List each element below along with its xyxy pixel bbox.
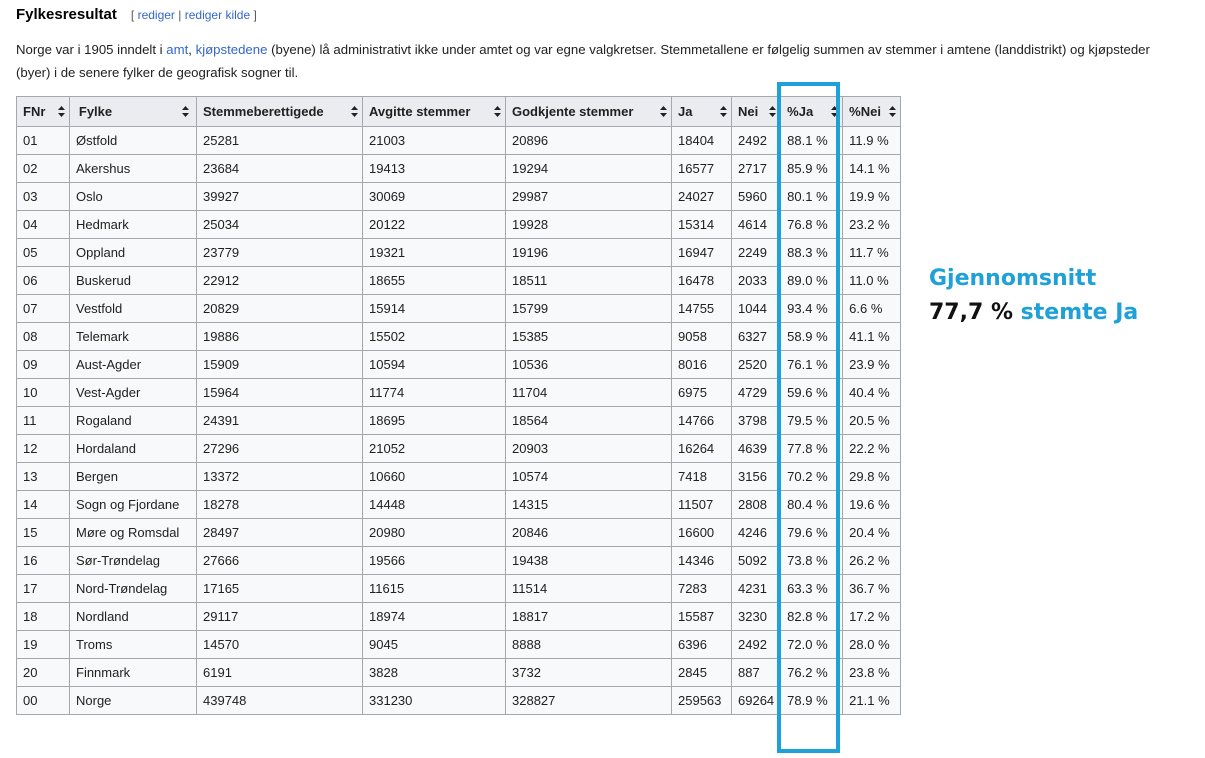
table-row <box>17 435 901 463</box>
table-cell: 40.4 % <box>843 379 901 407</box>
table-row <box>17 603 901 631</box>
table-cell: 14 <box>17 491 70 519</box>
table-cell: 14570 <box>197 631 363 659</box>
table-cell: 4246 <box>732 519 781 547</box>
table-cell: 20903 <box>506 435 672 463</box>
table-cell: 26.2 % <box>843 547 901 575</box>
column-header-label: Ja <box>678 104 693 119</box>
column-header-label: Stemmeberettigede <box>203 104 324 119</box>
table-cell: 82.8 % <box>781 603 843 631</box>
annotation-line2 <box>929 296 1138 330</box>
table-cell: 27296 <box>197 435 363 463</box>
table-cell: 7418 <box>672 463 732 491</box>
table-cell: 2249 <box>732 239 781 267</box>
table-cell: 79.6 % <box>781 519 843 547</box>
table-cell: 36.7 % <box>843 575 901 603</box>
column-header-label: Avgitte stemmer <box>369 104 471 119</box>
table-cell: 85.9 % <box>781 155 843 183</box>
table-cell: 16264 <box>672 435 732 463</box>
table-row <box>17 547 901 575</box>
annotation-line1: Gjennomsnitt <box>929 266 1097 291</box>
column-header-label: Fylke <box>78 104 113 119</box>
sort-arrows-icon[interactable] <box>494 106 501 117</box>
table-cell: 20.4 % <box>843 519 901 547</box>
table-cell: Aust-Agder <box>70 351 197 379</box>
table-cell: Akershus <box>70 155 197 183</box>
table-cell: Vestfold <box>70 295 197 323</box>
table-cell: 24391 <box>197 407 363 435</box>
table-cell: 03 <box>17 183 70 211</box>
table-cell: 18655 <box>363 267 506 295</box>
table-cell: 23684 <box>197 155 363 183</box>
table-cell: 11774 <box>363 379 506 407</box>
table-cell: 59.6 % <box>781 379 843 407</box>
table-row <box>17 351 901 379</box>
table-cell: 02 <box>17 155 70 183</box>
table-cell: Møre og Romsdal <box>70 519 197 547</box>
table-cell: 78.9 % <box>781 687 843 715</box>
table-cell: 887 <box>732 659 781 687</box>
table-cell: Bergen <box>70 463 197 491</box>
table-cell: 4729 <box>732 379 781 407</box>
table-cell: 3798 <box>732 407 781 435</box>
edit-bracket-open: [ <box>130 8 135 22</box>
table-header-row <box>17 97 901 127</box>
table-cell: 76.1 % <box>781 351 843 379</box>
table-cell: 16577 <box>672 155 732 183</box>
table-cell: Sør-Trøndelag <box>70 547 197 575</box>
table-cell: 13372 <box>197 463 363 491</box>
table-cell: 22.2 % <box>843 435 901 463</box>
column-header-ja[interactable] <box>672 97 732 127</box>
table-row <box>17 659 901 687</box>
table-cell: 11507 <box>672 491 732 519</box>
table-cell: 6191 <box>197 659 363 687</box>
table-cell: 19438 <box>506 547 672 575</box>
table-cell: 14315 <box>506 491 672 519</box>
table-cell: 2520 <box>732 351 781 379</box>
table-cell: 24027 <box>672 183 732 211</box>
table-cell: 88.3 % <box>781 239 843 267</box>
table-cell: 14448 <box>363 491 506 519</box>
table-cell: 27666 <box>197 547 363 575</box>
table-cell: 63.3 % <box>781 575 843 603</box>
table-cell: 15964 <box>197 379 363 407</box>
table-cell: 6975 <box>672 379 732 407</box>
edit-separator: | <box>178 8 182 22</box>
table-cell: 23.8 % <box>843 659 901 687</box>
table-cell: 79.5 % <box>781 407 843 435</box>
table-cell: Hedmark <box>70 211 197 239</box>
table-row <box>17 491 901 519</box>
table-cell: 2492 <box>732 631 781 659</box>
table-cell: 14755 <box>672 295 732 323</box>
table-cell: 09 <box>17 351 70 379</box>
sort-arrows-icon[interactable] <box>769 106 776 117</box>
table-cell: 77.8 % <box>781 435 843 463</box>
annotation-text: stemte Ja <box>1020 300 1139 325</box>
table-cell: 25281 <box>197 127 363 155</box>
table-cell: 18278 <box>197 491 363 519</box>
table-cell: 4231 <box>732 575 781 603</box>
column-header-nei[interactable] <box>843 97 901 127</box>
table-cell: 29.8 % <box>843 463 901 491</box>
table-cell: 20.5 % <box>843 407 901 435</box>
table-cell: 18404 <box>672 127 732 155</box>
table-cell: 00 <box>17 687 70 715</box>
table-cell: 10594 <box>363 351 506 379</box>
table-cell: Østfold <box>70 127 197 155</box>
edit-link[interactable]: rediger <box>137 8 175 22</box>
table-cell: 3828 <box>363 659 506 687</box>
table-cell: 2492 <box>732 127 781 155</box>
table-cell: 15909 <box>197 351 363 379</box>
table-cell: 3732 <box>506 659 672 687</box>
table-cell: 23779 <box>197 239 363 267</box>
table-row <box>17 183 901 211</box>
table-cell: 19 <box>17 631 70 659</box>
annotation-value: 77,7 % <box>929 300 1013 325</box>
table-cell: 23.9 % <box>843 351 901 379</box>
table-cell: 29987 <box>506 183 672 211</box>
table-row <box>17 575 901 603</box>
table-cell: 1044 <box>732 295 781 323</box>
table-cell: 328827 <box>506 687 672 715</box>
table-cell: 23.2 % <box>843 211 901 239</box>
table-cell: 20846 <box>506 519 672 547</box>
table-cell: 11615 <box>363 575 506 603</box>
table-cell: 29117 <box>197 603 363 631</box>
table-cell: 18 <box>17 603 70 631</box>
table-cell: 01 <box>17 127 70 155</box>
table-row <box>17 631 901 659</box>
sort-arrows-icon[interactable] <box>720 106 727 117</box>
table-cell: 11514 <box>506 575 672 603</box>
table-cell: 80.4 % <box>781 491 843 519</box>
table-row <box>17 463 901 491</box>
intro-text-3: (byene) lå administrativt ikke under amtet og var egne valgkretser. Stemmetallene er følgelig summen av stemmer i amtene (landdistrikt) og kjøpsteder (byer) i de senere fylker de geografisk sogner til. <box>16 42 1150 80</box>
table-cell: 331230 <box>363 687 506 715</box>
table-cell: 17 <box>17 575 70 603</box>
table-cell: 15587 <box>672 603 732 631</box>
table-cell: 22912 <box>197 267 363 295</box>
column-header-fylke[interactable] <box>70 97 197 127</box>
table-cell: 16947 <box>672 239 732 267</box>
table-cell: 19196 <box>506 239 672 267</box>
table-cell: 259563 <box>672 687 732 715</box>
table-cell: 76.2 % <box>781 659 843 687</box>
table-cell: 2717 <box>732 155 781 183</box>
table-cell: Oppland <box>70 239 197 267</box>
edit-bracket-close: ] <box>253 8 257 22</box>
table-cell: 20 <box>17 659 70 687</box>
table-cell: 18817 <box>506 603 672 631</box>
table-cell: 14.1 % <box>843 155 901 183</box>
table-cell: 14346 <box>672 547 732 575</box>
table-cell: 3156 <box>732 463 781 491</box>
table-cell: 2033 <box>732 267 781 295</box>
table-cell: Hordaland <box>70 435 197 463</box>
kjopstedene-link[interactable]: kjøpstedene <box>195 42 268 57</box>
table-cell: 18511 <box>506 267 672 295</box>
table-cell: 8016 <box>672 351 732 379</box>
table-cell: 19928 <box>506 211 672 239</box>
column-header-label: %Nei <box>849 104 881 119</box>
table-cell: 9045 <box>363 631 506 659</box>
table-row <box>17 155 901 183</box>
table-cell: 2808 <box>732 491 781 519</box>
table-cell: 19886 <box>197 323 363 351</box>
table-cell: 15 <box>17 519 70 547</box>
table-cell: 88.1 % <box>781 127 843 155</box>
column-header-label: Godkjente stemmer <box>512 104 634 119</box>
table-cell: 41.1 % <box>843 323 901 351</box>
table-cell: 20896 <box>506 127 672 155</box>
table-row <box>17 687 901 715</box>
sort-arrows-icon[interactable] <box>182 106 189 117</box>
table-cell: 7283 <box>672 575 732 603</box>
table-cell: Norge <box>70 687 197 715</box>
table-cell: 16 <box>17 547 70 575</box>
table-cell: 19566 <box>363 547 506 575</box>
table-cell: 70.2 % <box>781 463 843 491</box>
table-cell: 07 <box>17 295 70 323</box>
column-header-nei[interactable] <box>732 97 781 127</box>
table-cell: 16478 <box>672 267 732 295</box>
table-cell: 18974 <box>363 603 506 631</box>
table-cell: 14766 <box>672 407 732 435</box>
table-cell: Telemark <box>70 323 197 351</box>
table-cell: 12 <box>17 435 70 463</box>
sort-arrows-icon[interactable] <box>660 106 667 117</box>
table-cell: 19.9 % <box>843 183 901 211</box>
table-cell: 16600 <box>672 519 732 547</box>
column-header-ja[interactable] <box>781 97 843 127</box>
table-cell: 5960 <box>732 183 781 211</box>
table-cell: 11.0 % <box>843 267 901 295</box>
table-row <box>17 239 901 267</box>
table-cell: 93.4 % <box>781 295 843 323</box>
table-cell: 76.8 % <box>781 211 843 239</box>
table-cell: 6327 <box>732 323 781 351</box>
table-row <box>17 211 901 239</box>
sort-arrows-icon[interactable] <box>351 106 358 117</box>
table-cell: 69264 <box>732 687 781 715</box>
column-header-fnr[interactable] <box>17 97 70 127</box>
table-row <box>17 519 901 547</box>
table-cell: 13 <box>17 463 70 491</box>
table-cell: Finnmark <box>70 659 197 687</box>
table-cell: 9058 <box>672 323 732 351</box>
sort-arrows-icon[interactable] <box>889 106 896 117</box>
table-cell: 20980 <box>363 519 506 547</box>
table-cell: Buskerud <box>70 267 197 295</box>
section-title: Fylkesresultat <box>16 6 117 23</box>
table-row <box>17 379 901 407</box>
column-header-label: %Ja <box>787 104 814 119</box>
table-cell: 4614 <box>732 211 781 239</box>
intro-text-2: , <box>188 42 196 57</box>
table-cell: 80.1 % <box>781 183 843 211</box>
table-body <box>17 127 901 715</box>
table-row <box>17 127 901 155</box>
table-cell: 19294 <box>506 155 672 183</box>
table-cell: 10536 <box>506 351 672 379</box>
table-cell: 25034 <box>197 211 363 239</box>
table-cell: Vest-Agder <box>70 379 197 407</box>
table-cell: 89.0 % <box>781 267 843 295</box>
table-cell: Nord-Trøndelag <box>70 575 197 603</box>
table-cell: 8888 <box>506 631 672 659</box>
edit-source-link[interactable]: rediger kilde <box>184 8 251 22</box>
results-table <box>16 96 901 715</box>
table-cell: 15385 <box>506 323 672 351</box>
table-row <box>17 267 901 295</box>
table-cell: 3230 <box>732 603 781 631</box>
table-cell: 6396 <box>672 631 732 659</box>
column-header-label: FNr <box>23 104 46 119</box>
table-cell: 19321 <box>363 239 506 267</box>
average-annotation <box>929 262 1138 330</box>
table-cell: 11.7 % <box>843 239 901 267</box>
intro-paragraph <box>16 38 1186 84</box>
table-cell: 11704 <box>506 379 672 407</box>
table-cell: 18564 <box>506 407 672 435</box>
table-cell: 21003 <box>363 127 506 155</box>
table-cell: 15314 <box>672 211 732 239</box>
table-cell: 18695 <box>363 407 506 435</box>
table-cell: 10 <box>17 379 70 407</box>
table-cell: 28497 <box>197 519 363 547</box>
table-cell: 21.1 % <box>843 687 901 715</box>
table-cell: Troms <box>70 631 197 659</box>
table-row <box>17 323 901 351</box>
table-cell: Rogaland <box>70 407 197 435</box>
sort-arrows-icon[interactable] <box>831 106 838 117</box>
table-cell: Oslo <box>70 183 197 211</box>
table-cell: 11.9 % <box>843 127 901 155</box>
table-cell: 28.0 % <box>843 631 901 659</box>
table-cell: 72.0 % <box>781 631 843 659</box>
table-cell: 06 <box>17 267 70 295</box>
table-cell: 21052 <box>363 435 506 463</box>
table-cell: 15799 <box>506 295 672 323</box>
table-cell: 20122 <box>363 211 506 239</box>
table-cell: 10660 <box>363 463 506 491</box>
table-cell: 2845 <box>672 659 732 687</box>
table-cell: 58.9 % <box>781 323 843 351</box>
table-row <box>17 295 901 323</box>
table-cell: Nordland <box>70 603 197 631</box>
edit-section-links <box>131 8 257 22</box>
table-cell: 19413 <box>363 155 506 183</box>
table-cell: 30069 <box>363 183 506 211</box>
table-cell: 439748 <box>197 687 363 715</box>
table-cell: 17.2 % <box>843 603 901 631</box>
amt-link[interactable]: amt <box>166 42 189 57</box>
table-cell: 17165 <box>197 575 363 603</box>
table-cell: 05 <box>17 239 70 267</box>
table-cell: 4639 <box>732 435 781 463</box>
table-cell: 19.6 % <box>843 491 901 519</box>
sort-arrows-icon[interactable] <box>58 106 65 117</box>
table-cell: 08 <box>17 323 70 351</box>
table-cell: 15914 <box>363 295 506 323</box>
table-cell: 04 <box>17 211 70 239</box>
table-cell: 11 <box>17 407 70 435</box>
table-cell: 39927 <box>197 183 363 211</box>
column-header-godkjente-stemmer[interactable] <box>506 97 672 127</box>
column-header-avgitte-stemmer[interactable] <box>363 97 506 127</box>
table-cell: Sogn og Fjordane <box>70 491 197 519</box>
table-cell: 10574 <box>506 463 672 491</box>
table-cell: 20829 <box>197 295 363 323</box>
table-cell: 73.8 % <box>781 547 843 575</box>
table-row <box>17 407 901 435</box>
column-header-stemmeberettigede[interactable] <box>197 97 363 127</box>
intro-text-1: Norge var i 1905 inndelt i <box>16 42 167 57</box>
table-cell: 15502 <box>363 323 506 351</box>
table-cell: 5092 <box>732 547 781 575</box>
section-heading <box>16 6 257 28</box>
table-cell: 6.6 % <box>843 295 901 323</box>
column-header-label: Nei <box>738 104 759 119</box>
